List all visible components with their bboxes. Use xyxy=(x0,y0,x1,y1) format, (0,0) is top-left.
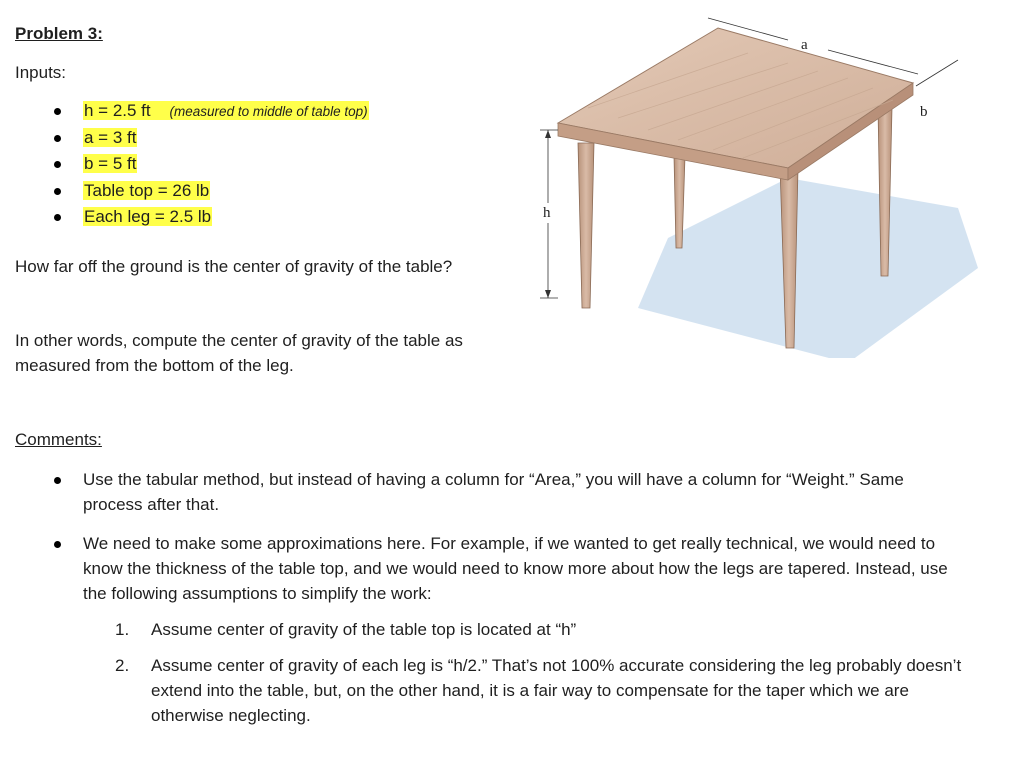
assumption-number: 1. xyxy=(115,620,130,639)
table-leg-front-left xyxy=(578,143,594,308)
bullet-icon xyxy=(54,477,61,484)
assumption-number: 2. xyxy=(115,656,130,675)
assumption-item xyxy=(83,617,968,642)
comment-item xyxy=(48,531,968,728)
dimension-line-b xyxy=(916,60,958,86)
comments-label: Comments: xyxy=(15,430,102,449)
input-text: b = 5 ft xyxy=(84,154,137,173)
bullet-icon xyxy=(54,135,61,142)
bullet-icon xyxy=(54,108,61,115)
dimension-label-b: b xyxy=(920,104,928,120)
assumption-text: Assume center of gravity of the table top is located at “h” xyxy=(151,620,577,639)
input-text: Each leg = 2.5 lb xyxy=(84,207,212,226)
input-text: h = 2.5 ft (measured to middle of table top) xyxy=(84,101,368,120)
dimension-label-a: a xyxy=(801,37,808,53)
dimension-arrow-icon xyxy=(545,130,551,138)
table-top xyxy=(558,28,913,168)
input-note: (measured to middle of table top) xyxy=(169,104,368,119)
comment-text: We need to make some approximations here. For example, if we wanted to get really technical, we would need to know the thickness of the table top, and we would need to know more about how the legs are tapered. Instead, use the following assumptions to simplify the work: xyxy=(83,534,948,603)
input-item xyxy=(48,205,369,232)
bullet-icon xyxy=(54,161,61,168)
bullet-icon xyxy=(54,541,61,548)
comment-item xyxy=(48,467,968,517)
input-item xyxy=(48,179,369,206)
comment-text: Use the tabular method, but instead of having a column for “Area,” you will have a column for “Weight.” Same process after that. xyxy=(83,470,904,514)
problem-title: Problem 3: xyxy=(15,24,103,43)
assumption-item xyxy=(83,653,968,728)
bullet-icon xyxy=(54,214,61,221)
inputs-label: Inputs: xyxy=(15,63,67,82)
dimension-label-h: h xyxy=(543,205,551,221)
assumption-text: Assume center of gravity of each leg is “h/2.” That’s not 100% accurate considering the leg probably doesn’t extend into the table, but, on the other hand, it is a fair way to compensate for the taper which we are otherwise neglecting. xyxy=(151,656,962,725)
dimension-arrow-icon xyxy=(545,290,551,298)
assumption-list xyxy=(83,617,968,728)
question-text: How far off the ground is the center of gravity of the table? xyxy=(15,257,453,276)
floor-shadow xyxy=(638,178,978,358)
comments-list xyxy=(48,467,968,742)
input-item xyxy=(48,126,369,153)
input-item xyxy=(48,99,369,126)
input-text: Table top = 26 lb xyxy=(84,180,210,200)
input-text: a = 3 ft xyxy=(84,127,137,147)
bullet-icon xyxy=(54,188,61,195)
rephrase-text: In other words, compute the center of gravity of the table as measured from the bottom of the leg. xyxy=(15,331,463,375)
table-figure xyxy=(518,8,978,358)
input-item xyxy=(48,152,369,179)
inputs-list xyxy=(48,99,369,232)
